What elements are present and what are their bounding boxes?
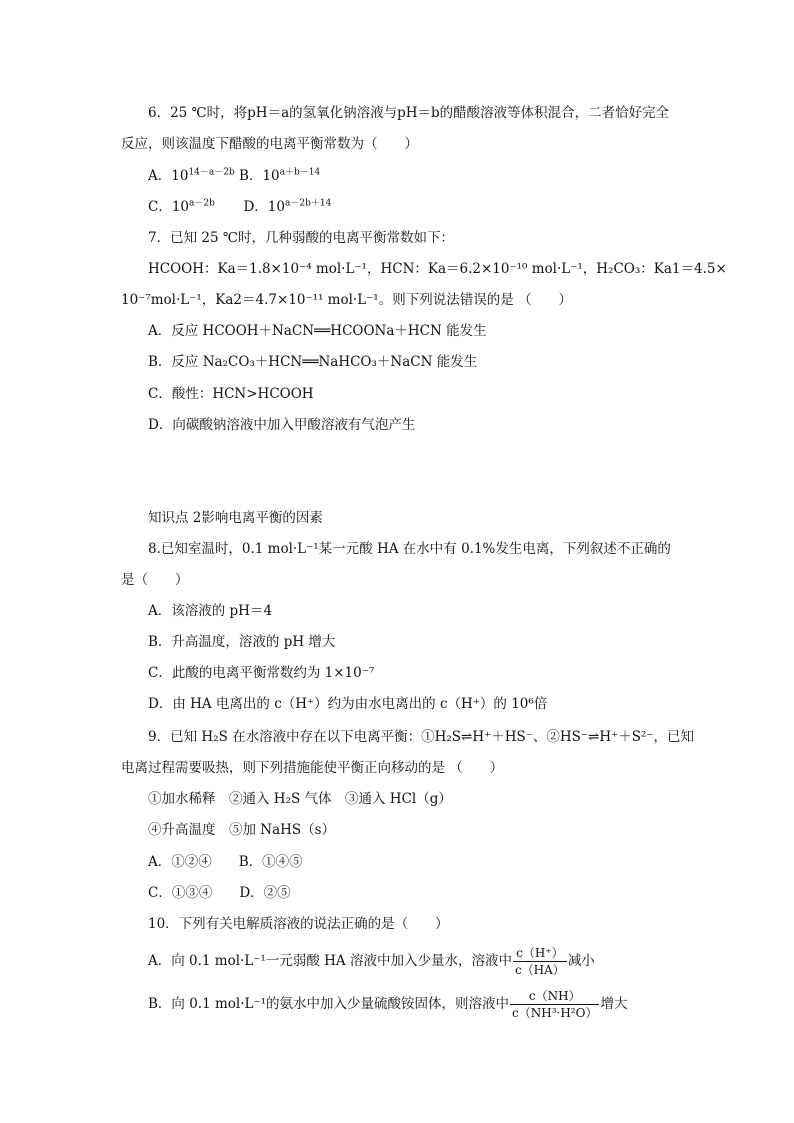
q6-options-cd (148, 197, 331, 217)
q7-stem-line1: 7．已知 25 ℃时，几种弱酸的电离平衡常数如下： (148, 230, 454, 246)
q10-option-b-numerator: c（NH） (510, 988, 599, 1005)
q6-option-c-exponent: a－2b (189, 198, 215, 209)
q8-option-a: A．该溶液的 pH＝4 (148, 603, 273, 619)
q10-option-b-denominator: c（NH³·H²O） (512, 1006, 598, 1020)
q10-option-a (148, 945, 595, 978)
q10-option-a-denominator: c（HA） (514, 963, 565, 977)
q10-option-a-tail: 减小 (567, 953, 595, 969)
q7-option-c: C．酸性：HCN>HCOOH (148, 386, 314, 402)
q7-stem-line3: 10⁻⁷mol·L⁻¹，Ka2＝4.7×10⁻¹¹ mol·L⁻¹。则下列说法错误的是 （ ） (121, 292, 573, 308)
q6-option-c: C．10 (148, 199, 190, 215)
q6-options-ab (148, 166, 320, 186)
q8-stem-line1: 8.已知室温时，0.1 mol·L⁻¹某一元酸 HA 在水中有 0.1%发生电离，下列叙述不正确的 (148, 541, 671, 557)
q7-option-d: D．向碳酸钠溶液中加入甲酸溶液有气泡产生 (148, 417, 416, 433)
section-heading: 知识点 2影响电离平衡的因素 (148, 510, 323, 526)
q10-option-b-fraction (510, 988, 599, 1021)
q9-stem-line2: 电离过程需要吸热，则下列措施能使平衡正向移动的是 （ ） (121, 760, 504, 776)
q6-option-b-exponent: a＋b－14 (279, 167, 321, 178)
q9-options-ab: A．①②④ B．①④⑤ (148, 854, 303, 870)
q7-stem-line2: HCOOH：Ka＝1.8×10⁻⁴ mol·L⁻¹，HCN：Ka＝6.2×10⁻¹⁰ mol·L⁻¹，H₂CO₃：Ka1＝4.5× (148, 261, 727, 277)
q6-option-a: A．10 (148, 168, 189, 184)
q10-option-b-tail: 增大 (600, 996, 628, 1012)
q10-option-b (148, 988, 627, 1021)
q7-option-a: A．反应 HCOOH＋NaCN══HCOONa＋HCN 能发生 (148, 323, 487, 339)
q6-option-d: D．10 (243, 199, 285, 215)
q10-stem: 10．下列有关电解质溶液的说法正确的是（ ） (148, 916, 449, 932)
q6-stem-line2: 反应，则该温度下醋酸的电离平衡常数为（ ） (121, 136, 418, 152)
q10-option-a-numerator: c（H⁺） (513, 945, 567, 962)
q8-stem-line2: 是（ ） (121, 572, 189, 588)
q10-option-a-text: A．向 0.1 mol·L⁻¹一元弱酸 HA 溶液中加入少量水，溶液中 (148, 953, 512, 969)
q8-option-b: B．升高温度，溶液的 pH 增大 (148, 634, 336, 650)
q9-stem-line1: 9．已知 H₂S 在水溶液中存在以下电离平衡：①H₂S⇌H⁺＋HS⁻、②HS⁻⇌H⁺＋S²⁻，已知 (148, 729, 695, 745)
q6-option-b: B．10 (239, 168, 280, 184)
q10-option-b-text: B．向 0.1 mol·L⁻¹的氨水中加入少量硫酸铵固体，则溶液中 (148, 996, 510, 1012)
q6-option-a-exponent: 14－a－2b (188, 167, 235, 178)
q9-measures-line1: ①加水稀释 ②通入 H₂S 气体 ③通入 HCl（g） (148, 791, 452, 807)
q7-option-b: B．反应 Na₂CO₃＋HCN══NaHCO₃＋NaCN 能发生 (148, 354, 478, 370)
q6-option-d-exponent: a－2b＋14 (284, 198, 332, 209)
q8-option-d: D．由 HA 电离出的 c（H⁺）约为由水电离出的 c（H⁺）的 10⁶倍 (148, 696, 548, 712)
q8-option-c: C．此酸的电离平衡常数约为 1×10⁻⁷ (148, 665, 375, 681)
q6-stem-line1: 6．25 ℃时，将pH＝a的氢氧化钠溶液与pH＝b的醋酸溶液等体积混合，二者恰好完全 (148, 105, 670, 121)
q9-measures-line2: ④升高温度 ⑤加 NaHS（s） (148, 822, 336, 838)
q10-option-a-fraction (513, 945, 567, 978)
q9-options-cd: C．①③④ D．②⑤ (148, 885, 291, 901)
